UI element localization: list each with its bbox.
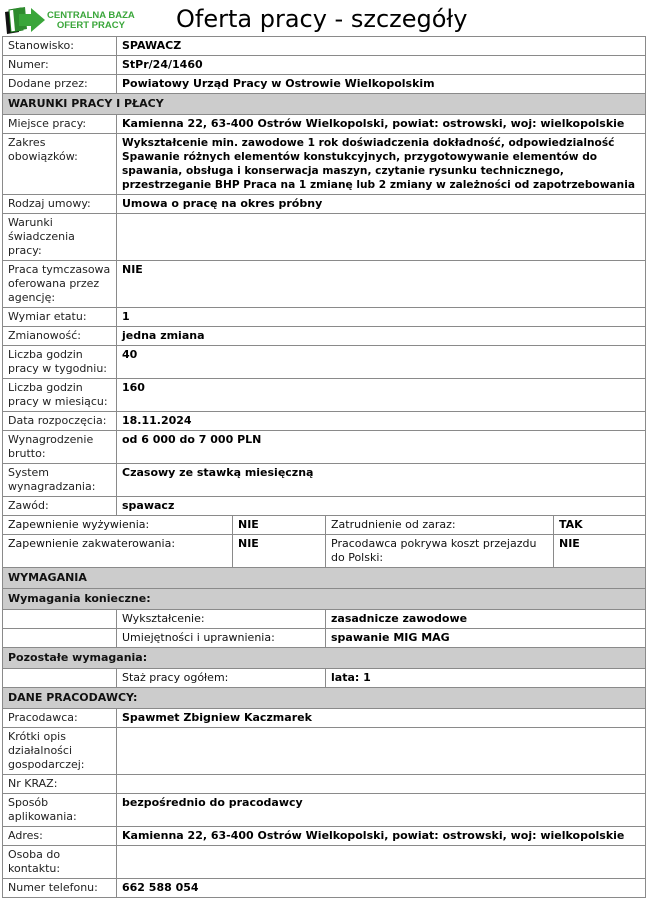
label: Numer: <box>3 56 117 75</box>
label: Praca tymczasowa oferowana przez agencję: <box>3 261 117 308</box>
value: lata: 1 <box>326 669 646 688</box>
subsection-header: Pozostałe wymagania: <box>3 648 646 669</box>
label: Wymiar etatu: <box>3 308 117 327</box>
logo-line-2: OFERT PRACY <box>56 20 125 31</box>
label: Sposób aplikowania: <box>3 794 117 827</box>
value: Kamienna 22, 63-400 Ostrów Wielkopolski, powiat: ostrowski, woj: wielkopolskie <box>117 827 646 846</box>
row-praca-tymczasowa <box>3 261 646 308</box>
value: NIE <box>233 516 326 535</box>
label: Wynagrodzenie brutto: <box>3 431 117 464</box>
section-header: WYMAGANIA <box>3 568 646 589</box>
row-pracodawca <box>3 709 646 728</box>
row-opis-dzialalnosci <box>3 728 646 775</box>
label: Zakres obowiązków: <box>3 134 117 195</box>
section-header: DANE PRACODAWCY: <box>3 688 646 709</box>
label: Pracodawca: <box>3 709 117 728</box>
logo-text <box>47 11 135 31</box>
value: NIE <box>233 535 326 568</box>
label: Rodzaj umowy: <box>3 195 117 214</box>
section-dane-pracodawcy <box>3 688 646 709</box>
row-numer <box>3 56 646 75</box>
label: Zatrudnienie od zaraz: <box>326 516 554 535</box>
row-staz-pracy <box>3 669 646 688</box>
label: Miejsce pracy: <box>3 115 117 134</box>
row-godziny-miesiac <box>3 379 646 412</box>
value: spawacz <box>117 497 646 516</box>
label: Liczba godzin pracy w tygodniu: <box>3 346 117 379</box>
value <box>117 214 646 261</box>
subsection-header: Wymagania konieczne: <box>3 589 646 610</box>
subsection-pozostale-wymagania <box>3 648 646 669</box>
label: Osoba do kontaktu: <box>3 846 117 879</box>
value: Wykształcenie min. zawodowe 1 rok doświadczenia dokładność, odpowiedzialność Spawanie różnych elementów konstukcyjnych, przygotowywanie elementów do spawania, obsługa i konserwacja maszyn, czytanie rysunku technicznego, przestrzeganie BHP Praca na 1 zmianę lub 2 zmiany w zależności od zapotrzebowania <box>117 134 646 195</box>
value: SPAWACZ <box>117 37 646 56</box>
value: Powiatowy Urząd Pracy w Ostrowie Wielkopolskim <box>117 75 646 94</box>
label: Numer telefonu: <box>3 879 117 898</box>
row-zmianowosc <box>3 327 646 346</box>
logo <box>3 4 143 34</box>
row-zakwaterowanie-przejazd <box>3 535 646 568</box>
label: Nr KRAZ: <box>3 775 117 794</box>
row-stanowisko <box>3 37 646 56</box>
value <box>117 728 646 775</box>
value <box>117 846 646 879</box>
row-system-wynagradzania <box>3 464 646 497</box>
label: Adres: <box>3 827 117 846</box>
label: Umiejętności i uprawnienia: <box>117 629 326 648</box>
row-adres <box>3 827 646 846</box>
subsection-wymagania-konieczne <box>3 589 646 610</box>
spacer <box>3 610 117 629</box>
value: NIE <box>117 261 646 308</box>
row-zakres-obowiazkow <box>3 134 646 195</box>
row-osoba-kontakt <box>3 846 646 879</box>
value: bezpośrednio do pracodawcy <box>117 794 646 827</box>
value: 160 <box>117 379 646 412</box>
section-warunki <box>3 94 646 115</box>
value: NIE <box>554 535 646 568</box>
value: 40 <box>117 346 646 379</box>
label: Pracodawca pokrywa koszt przejazdu do Polski: <box>326 535 554 568</box>
row-umiejetnosci <box>3 629 646 648</box>
label: Krótki opis działalności gospodarczej: <box>3 728 117 775</box>
logo-line-1: CENTRALNA BAZA <box>47 10 135 21</box>
value: 1 <box>117 308 646 327</box>
page-title: Oferta pracy - szczegóły <box>176 5 468 33</box>
value: jedna zmiana <box>117 327 646 346</box>
value: 18.11.2024 <box>117 412 646 431</box>
section-header: WARUNKI PRACY I PŁACY <box>3 94 646 115</box>
row-dodane-przez <box>3 75 646 94</box>
value: Umowa o pracę na okres próbny <box>117 195 646 214</box>
row-sposob-aplikowania <box>3 794 646 827</box>
row-warunki-swiadczenia <box>3 214 646 261</box>
label: Dodane przez: <box>3 75 117 94</box>
phone-number: 662 588 054 <box>117 879 646 898</box>
value: Spawmet Zbigniew Kaczmarek <box>117 709 646 728</box>
job-offer-table <box>2 36 646 898</box>
section-wymagania <box>3 568 646 589</box>
label: Zapewnienie wyżywienia: <box>3 516 233 535</box>
spacer <box>3 669 117 688</box>
spacer <box>3 629 117 648</box>
label: Liczba godzin pracy w miesiącu: <box>3 379 117 412</box>
label: Warunki świadczenia pracy: <box>3 214 117 261</box>
label: Zmianowość: <box>3 327 117 346</box>
value: TAK <box>554 516 646 535</box>
label: System wynagradzania: <box>3 464 117 497</box>
label: Data rozpoczęcia: <box>3 412 117 431</box>
row-data-rozpoczecia <box>3 412 646 431</box>
value: Czasowy ze stawką miesięczną <box>117 464 646 497</box>
label: Stanowisko: <box>3 37 117 56</box>
row-godziny-tydzien <box>3 346 646 379</box>
row-miejsce-pracy <box>3 115 646 134</box>
label: Zawód: <box>3 497 117 516</box>
row-wymiar-etatu <box>3 308 646 327</box>
row-wyzywienie-zatrudnienie <box>3 516 646 535</box>
label: Staż pracy ogółem: <box>117 669 326 688</box>
row-numer-telefonu <box>3 879 646 898</box>
row-wyksztalcenie <box>3 610 646 629</box>
value <box>117 775 646 794</box>
value: od 6 000 do 7 000 PLN <box>117 431 646 464</box>
page-header <box>0 0 647 36</box>
value: spawanie MIG MAG <box>326 629 646 648</box>
row-wynagrodzenie <box>3 431 646 464</box>
arrow-folders-icon <box>3 4 47 34</box>
row-nr-kraz <box>3 775 646 794</box>
value: zasadnicze zawodowe <box>326 610 646 629</box>
label: Zapewnienie zakwaterowania: <box>3 535 233 568</box>
value: StPr/24/1460 <box>117 56 646 75</box>
row-zawod <box>3 497 646 516</box>
value: Kamienna 22, 63-400 Ostrów Wielkopolski, powiat: ostrowski, woj: wielkopolskie <box>117 115 646 134</box>
row-rodzaj-umowy <box>3 195 646 214</box>
label: Wykształcenie: <box>117 610 326 629</box>
